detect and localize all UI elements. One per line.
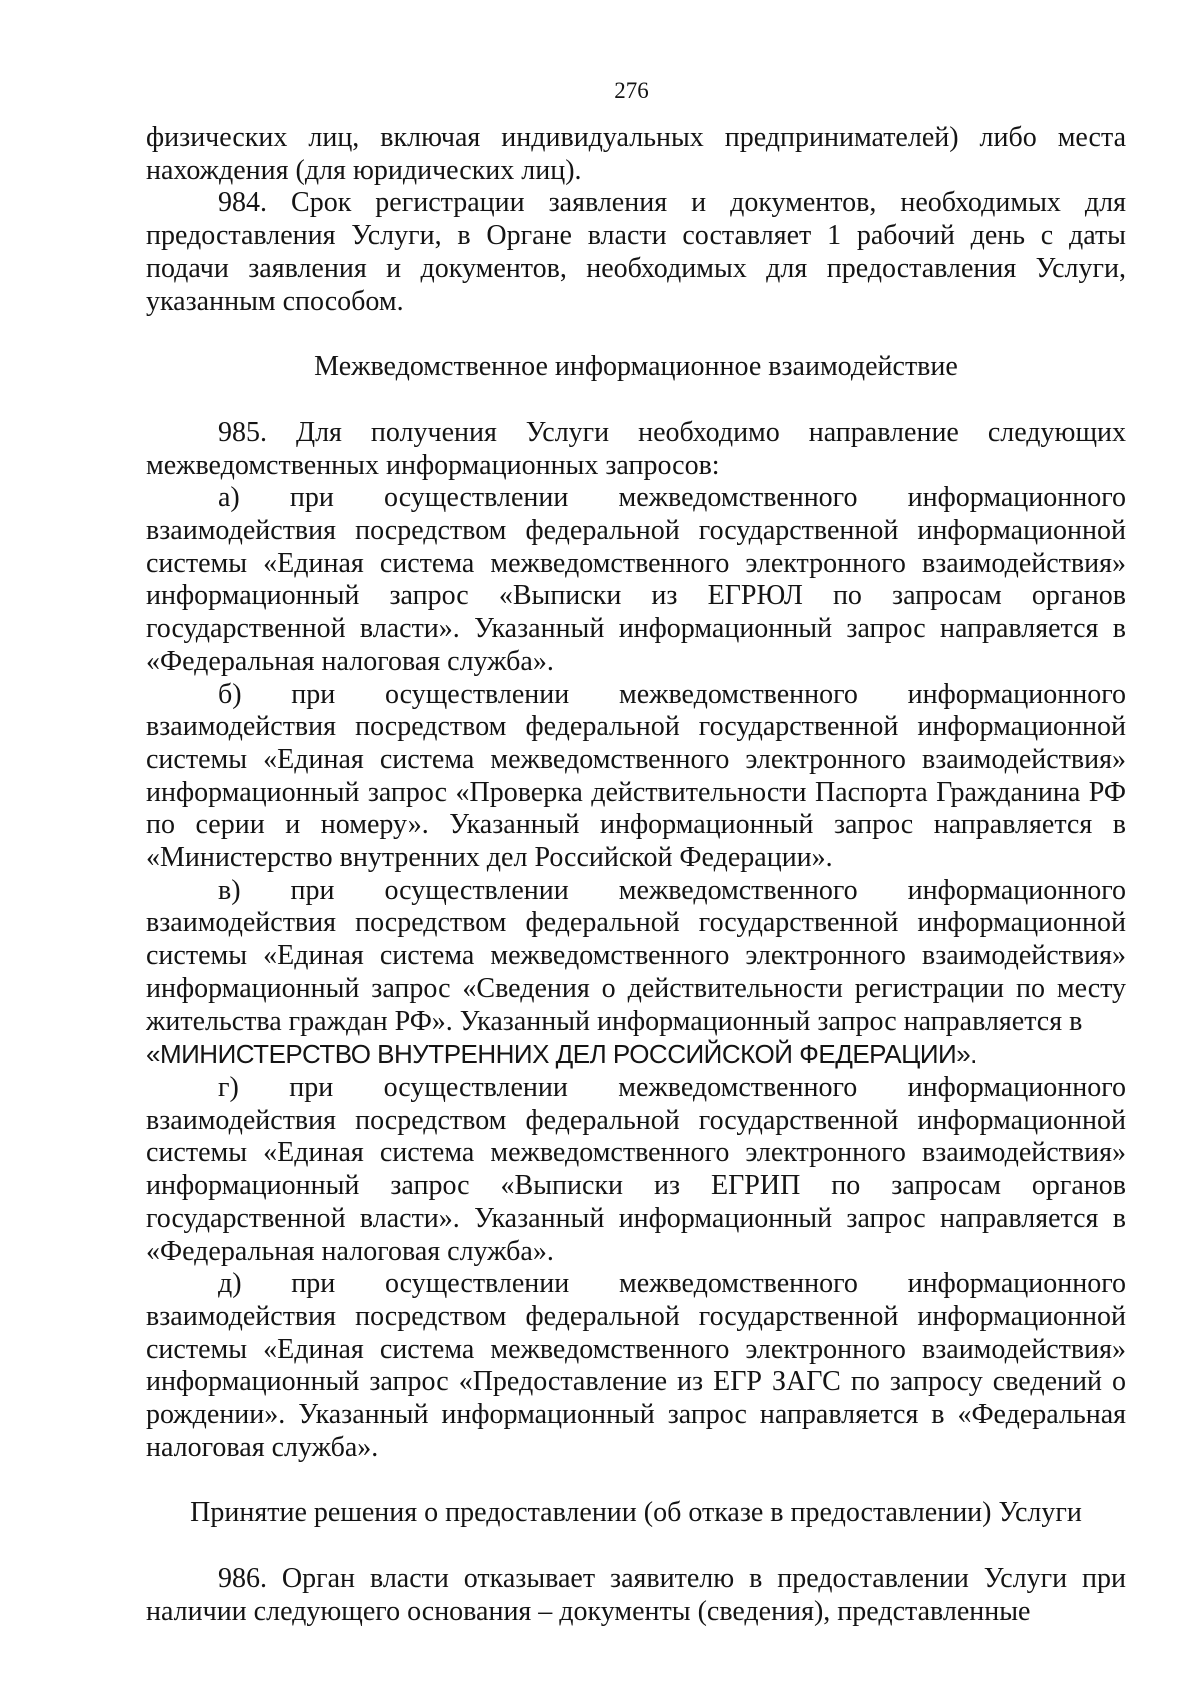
paragraph-985-v-recipient: «МИНИСТЕРСТВО ВНУТРЕННИХ ДЕЛ РОССИЙСКОЙ ФЕДЕРАЦИИ». — [146, 1039, 977, 1070]
document-body — [146, 122, 1126, 1629]
paragraph-985-a: а) при осуществлении межведомственного информационного взаимодействия посредством федеральной государственной информационной системы «Единая система межведомственного электронного взаимодействия» информационный запрос «Выписки из ЕГРЮЛ по запросам органов государственной власти». Указанный информационный запрос направляется в «Федеральная налоговая служба». — [146, 482, 1126, 677]
paragraph-985: 985. Для получения Услуги необходимо направление следующих межведомственных информационных запросов: — [146, 416, 1126, 481]
paragraph-986: 986. Орган власти отказывает заявителю в предоставлении Услуги при наличии следующего основания – документы (сведения), представленные — [146, 1563, 1126, 1627]
paragraph-985-v-text: в) при осуществлении межведомственного информационного взаимодействия посредством федеральной государственной информационной системы «Единая система межведомственного электронного взаимодействия» информационный запрос «Сведения о действительности регистрации по месту жительства граждан РФ». Указанный информационный запрос направляется в — [146, 874, 1126, 1037]
paragraph-continuation: физических лиц, включая индивидуальных предпринимателей) либо места нахождения (для юридических лиц). — [146, 122, 1126, 186]
paragraph-985-v — [146, 875, 1126, 1072]
paragraph-985-g: г) при осуществлении межведомственного информационного взаимодействия посредством федеральной государственной информационной системы «Единая система межведомственного электронного взаимодействия» информационный запрос «Выписки из ЕГРИП по запросам органов государственной власти». Указанный информационный запрос направляется в «Федеральная налоговая служба». — [146, 1071, 1126, 1267]
spacer — [146, 384, 1126, 417]
spacer — [146, 1530, 1126, 1563]
page-number: 276 — [614, 78, 649, 103]
section-heading-decision: Принятие решения о предоставлении (об отказе в предоставлении) Услуги — [190, 1497, 1082, 1529]
spacer — [146, 1464, 1126, 1497]
spacer — [146, 318, 1126, 351]
paragraph-984: 984. Срок регистрации заявления и документов, необходимых для предоставления Услуги, в Органе власти составляет 1 рабочий день с даты подачи заявления и документов, необходимых для предоставления Услуги, указанным способом. — [146, 187, 1126, 317]
section-heading-interagency: Межведомственное информационное взаимодействие — [314, 351, 958, 383]
paragraph-985-b: б) при осуществлении межведомственного информационного взаимодействия посредством федеральной государственной информационной системы «Единая система межведомственного электронного взаимодействия» информационный запрос «Проверка действительности Паспорта Гражданина РФ по серии и номеру». Указанный информационный запрос направляется в «Министерство внутренних дел Российской Федерации». — [146, 678, 1126, 874]
paragraph-985-d: д) при осуществлении межведомственного информационного взаимодействия посредством федеральной государственной информационной системы «Единая система межведомственного электронного взаимодействия» информационный запрос «Предоставление из ЕГР ЗАГС по запросу сведений о рождении». Указанный информационный запрос направляется в «Федеральная налоговая служба». — [146, 1268, 1126, 1463]
